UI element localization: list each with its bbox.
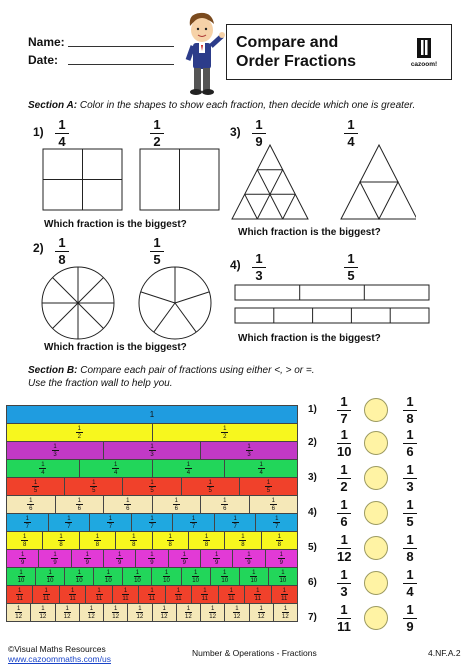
pair-fraction-b [403,498,417,529]
fraction-wall-cell [201,550,233,567]
numerator: 1 [406,427,414,442]
fraction-wall-row [6,585,298,603]
fraction-wall-row [6,567,298,585]
pair-fraction-b [403,395,417,426]
fraction-wall-label: 1 9 [150,551,154,566]
fraction-wall-cell [6,460,80,477]
denominator: 4 [347,134,355,149]
fraction-wall-label: 1 4 [113,461,118,476]
fraction-wall-cell [104,496,153,513]
pair-number: 6) [308,577,317,588]
denominator: 7 [340,411,348,426]
footer-topic: Number & Operations - Fractions [192,648,317,658]
fraction-wall-label: 1 4 [186,461,191,476]
numerator: 1 [58,235,66,250]
q3-number: 3) [230,125,241,139]
denominator: 2 [153,134,161,149]
fraction-wall-label: 1 10 [46,569,54,584]
fraction-wall-cell [6,406,298,423]
cartoon-boy-illustration [178,10,226,100]
fraction-wall-cell [128,604,152,621]
numerator: 1 [406,532,414,547]
fraction-wall-label: 1 9 [182,551,186,566]
q2-shapes[interactable] [40,265,220,341]
fraction-wall-cell [6,532,43,549]
fraction-wall-cell [6,442,104,459]
fraction-wall-label: 1 11 [95,587,103,602]
denominator: 9 [406,619,414,634]
section-b-instruction [28,364,315,390]
fraction-wall-cell [80,604,104,621]
fraction-wall-label: 1 10 [279,569,287,584]
fraction-wall-label: 1 11 [122,587,129,602]
denominator: 5 [406,514,414,529]
fraction-wall-label: 1 5 [266,479,271,494]
fraction-wall-label: 1 4 [41,461,45,476]
fraction-wall-label: 1 12 [112,605,119,620]
fraction-wall-label: 1 10 [104,569,112,584]
fraction-wall-cell [113,586,139,603]
pair-fraction-a [337,603,351,634]
footer-url[interactable]: www.cazoommaths.com/us [8,654,111,664]
fraction-wall-cell [39,550,71,567]
fraction-wall-label: 1 9 [214,551,219,566]
answer-circle[interactable] [364,398,388,422]
fraction-wall-label: 1 12 [39,605,47,620]
fraction-wall-cell [215,514,257,531]
fraction-wall-label: 1 11 [69,587,76,602]
fraction-wall-label: 1 [149,409,155,419]
date-label: Date: [28,53,59,67]
title-line-1: Compare and [236,34,339,51]
fraction-wall-label: 1 3 [150,443,154,458]
section-b-text-1: Compare each pair of fractions using either <, > or =. [80,365,315,376]
numerator: 1 [347,117,355,132]
numerator: 1 [255,117,263,132]
fraction-wall-label: 1 9 [20,551,25,566]
denominator: 9 [255,134,263,149]
fraction-wall-label: 1 12 [209,605,216,620]
q2-number: 2) [33,241,44,255]
answer-circle[interactable] [364,431,388,455]
fraction-wall-cell [201,604,225,621]
name-line[interactable] [68,46,174,47]
fraction-wall-cell [225,532,261,549]
q1-question: Which fraction is the biggest? [44,219,187,230]
fraction-wall-label: 1 6 [77,497,81,512]
fraction-wall-cell [189,532,225,549]
fraction-wall-label: 1 8 [241,533,245,548]
fraction-wall-cell [153,604,177,621]
q1-shapes[interactable] [42,148,222,212]
fraction-wall-cell [201,442,298,459]
fraction-wall-cell [219,586,245,603]
numerator: 1 [340,462,348,477]
pair-fraction-a [337,568,351,599]
fraction-wall-label: 1 5 [92,479,96,494]
fraction-wall-cell [56,604,80,621]
fraction-wall-row [6,405,298,423]
pair-number: 4) [308,507,317,518]
numerator: 1 [340,567,348,582]
fraction-wall-cell [272,586,298,603]
fraction-wall-cell [136,550,168,567]
numerator: 1 [406,462,414,477]
fraction-wall-label: 1 12 [257,605,265,620]
fraction-wall-label: 1 12 [88,605,95,620]
fraction-wall-label: 1 9 [117,551,122,566]
fraction-wall-cell [6,550,39,567]
fraction-wall-label: 1 3 [247,443,251,458]
fraction-wall-cell [173,514,215,531]
pair-fraction-b [403,463,417,494]
q2-question: Which fraction is the biggest? [44,342,187,353]
fraction-wall-label: 1 10 [17,569,25,584]
fraction-wall-cell [43,532,79,549]
thirds-bar [235,285,429,300]
fraction-wall-label: 1 11 [175,587,182,602]
fraction-wall-cell [104,604,128,621]
name-label: Name: [28,35,65,49]
fraction-wall-cell [225,604,249,621]
numerator: 1 [153,235,161,250]
fraction-wall-cell [245,586,271,603]
fraction-wall-label: 1 12 [63,605,71,620]
fraction-wall-cell [80,460,153,477]
pair-fraction-a [337,463,351,494]
fraction-wall-label: 1 8 [132,533,136,548]
denominator: 8 [406,549,414,564]
fraction-wall-cell [94,568,123,585]
eighths-circle [42,267,114,339]
pair-fraction-b [403,428,417,459]
fraction-wall-cell [250,604,274,621]
fraction-wall-cell [169,550,201,567]
numerator: 1 [340,394,348,409]
fraction-wall-cell [104,442,201,459]
fraction-wall-cell [72,550,104,567]
fraction-wall-label: 1 12 [160,605,168,620]
fraction-wall-bottom-edge [6,621,298,622]
numerator: 1 [406,567,414,582]
fraction-wall-cell [240,568,269,585]
pair-number: 3) [308,472,317,483]
fraction-wall-cell [6,604,31,621]
fraction-wall-row [6,459,298,477]
fraction-wall-cell [56,496,105,513]
fraction-wall-label: 1 8 [23,533,27,548]
fraction-wall-cell [266,550,298,567]
q3-shapes[interactable] [230,143,416,221]
fraction-wall-label: 1 12 [15,605,22,620]
fraction-wall-cell [166,586,192,603]
fraction-wall-label: 1 7 [233,515,237,530]
numerator: 1 [255,251,263,266]
fraction-wall-label: 1 8 [277,533,281,548]
fraction-wall-cell [65,478,123,495]
fraction-wall-cell [86,586,112,603]
q2-fraction-a [55,236,69,267]
fraction-wall-cell [153,532,189,549]
fraction-wall-label: 1 5 [150,479,154,494]
fraction-wall-label: 1 9 [247,551,251,566]
fraction-wall-label: 1 11 [201,587,208,602]
fraction-wall-label: 1 12 [136,605,144,620]
pair-fraction-a [337,533,351,564]
numerator: 1 [58,117,66,132]
fraction-wall-cell [153,496,202,513]
denominator: 3 [406,479,414,494]
q4-shapes[interactable] [234,284,432,326]
fraction-wall-cell [6,478,65,495]
fraction-wall-label: 1 5 [33,479,38,494]
q1-fraction-b [150,118,164,149]
pair-number: 5) [308,542,317,553]
q1-fraction-a [55,118,69,149]
denominator: 12 [337,549,352,564]
section-a-text: Color in the shapes to show each fraction, then decide which one is greater. [79,100,416,111]
date-line[interactable] [68,64,174,65]
fraction-wall-cell [269,568,298,585]
denominator: 4 [406,584,414,599]
numerator: 1 [406,497,414,512]
logo-text: cazoom! [410,61,438,68]
fraction-wall-cell [6,496,56,513]
numerator: 1 [347,251,355,266]
q4-fraction-a [252,252,266,283]
fraction-wall-cell [153,460,226,477]
numerator: 1 [340,497,348,512]
fraction-wall-label: 1 2 [77,425,81,440]
cazoom-logo [404,36,444,72]
fraction-wall-label: 1 2 [223,425,227,440]
fraction-wall-label: 1 11 [228,587,235,602]
denominator: 6 [406,444,414,459]
fraction-wall-label: 1 10 [134,569,141,584]
fraction-wall-label: 1 11 [16,587,23,602]
denominator: 6 [340,514,348,529]
fraction-wall-cell [90,514,132,531]
fraction-wall-label: 1 10 [192,569,199,584]
fraction-wall-label: 1 8 [168,533,172,548]
fraction-wall-label: 1 10 [221,569,229,584]
pair-number: 1) [308,404,317,415]
fraction-wall-cell [182,478,240,495]
fraction-wall-cell [31,604,55,621]
pair-fraction-a [337,498,351,529]
fraction-wall-label: 1 10 [75,569,83,584]
answer-circle[interactable] [364,466,388,490]
denominator: 4 [58,134,66,149]
fifths-circle [139,267,211,339]
pair-number: 2) [308,437,317,448]
fraction-wall-cell [192,586,218,603]
fraction-wall-cell [201,496,250,513]
fraction-wall-cell [6,586,33,603]
ninths-triangle [232,145,308,219]
fraction-wall-label: 1 6 [174,497,178,512]
q4-question: Which fraction is the biggest? [238,333,381,344]
fraction-wall-cell [65,568,94,585]
fraction-wall-row [6,423,298,441]
denominator: 2 [340,479,348,494]
pair-number: 7) [308,612,317,623]
section-b-label: Section B: [28,365,78,376]
fraction-wall-cell [139,586,165,603]
footer-code: 4.NF.A.2 [428,648,461,658]
denominator: 8 [406,411,414,426]
q3-question: Which fraction is the biggest? [238,227,381,238]
numerator: 1 [340,427,348,442]
fraction-wall-label: 1 7 [150,515,154,530]
pair-fraction-a [337,395,351,426]
fraction-wall-cell [36,568,65,585]
q1-number: 1) [33,125,44,139]
fraction-wall-label: 1 11 [43,587,50,602]
fraction-wall-label: 1 6 [271,497,275,512]
q4-number: 4) [230,258,241,272]
fraction-wall-cell [225,460,298,477]
fraction-wall-label: 1 8 [204,533,209,548]
fraction-wall-cell [116,532,152,549]
fraction-wall-label: 1 12 [185,605,192,620]
title-line-2: Order Fractions [236,53,357,70]
fraction-wall-label: 1 6 [223,497,227,512]
numerator: 1 [153,117,161,132]
q4-fraction-b [344,252,358,283]
pair-fraction-a [337,428,351,459]
pair-fraction-b [403,533,417,564]
fraction-wall-cell [240,478,298,495]
fraction-wall-label: 1 7 [108,515,113,530]
fraction-wall-cell [104,550,136,567]
fraction-wall-cell [262,532,298,549]
fraction-wall-label: 1 10 [250,569,258,584]
answer-circle[interactable] [364,571,388,595]
fraction-wall-cell [274,604,298,621]
fraction-wall-row [6,549,298,567]
fraction-wall-cell [182,568,211,585]
denominator: 5 [153,252,161,267]
fraction-wall-cell [152,568,181,585]
fraction-wall-cell [123,478,181,495]
fraction-wall-label: 1 6 [29,497,33,512]
section-a-instruction [28,100,415,111]
fraction-wall-label: 1 12 [282,605,289,620]
fraction-wall-label: 1 7 [275,515,279,530]
denominator: 10 [337,444,352,459]
fraction-wall-cell [6,568,36,585]
fraction-wall-row [6,531,298,549]
cazoom-logo-icon [404,36,444,62]
fraction-wall-label: 1 6 [126,497,130,512]
fraction-wall-row [6,495,298,513]
fraction-wall-label: 1 12 [233,605,241,620]
fraction-wall-cell [177,604,201,621]
answer-circle[interactable] [364,536,388,560]
fraction-wall-cell [60,586,86,603]
fraction-wall-label: 1 7 [191,515,196,530]
fraction-wall-row [6,603,298,621]
fraction-wall-cell [211,568,240,585]
fraction-wall-cell [132,514,174,531]
fraction-wall-cell [49,514,91,531]
section-a-label: Section A: [28,100,78,111]
fraction-wall-row [6,477,298,495]
fraction-wall-label: 1 9 [85,551,89,566]
fraction-wall-cell [33,586,59,603]
pair-fraction-b [403,603,417,634]
fraction-wall-cell [250,496,299,513]
denominator: 3 [340,584,348,599]
fraction-wall-cell [6,514,49,531]
fraction-wall-label: 1 8 [95,533,100,548]
fraction-wall-label: 1 7 [67,515,71,530]
footer-copyright: ©Visual Maths Resources [8,644,106,654]
numerator: 1 [340,532,348,547]
fraction-wall-label: 1 3 [53,443,57,458]
fraction-wall-label: 1 9 [53,551,57,566]
section-b-text-2: Use the fraction wall to help you. [28,378,173,389]
denominator: 3 [255,268,263,283]
q2-fraction-b [150,236,164,267]
answer-circle[interactable] [364,501,388,525]
fraction-wall-row [6,513,298,531]
fraction-wall-cell [6,424,153,441]
fraction-wall-label: 1 11 [281,587,288,602]
worksheet-title [236,33,356,71]
numerator: 1 [406,602,414,617]
numerator: 1 [406,394,414,409]
fraction-wall-label: 1 9 [279,551,283,566]
fraction-wall-cell [123,568,152,585]
numerator: 1 [340,602,348,617]
denominator: 5 [347,268,355,283]
fraction-wall-label: 1 10 [163,569,170,584]
fraction-wall-cell [256,514,298,531]
denominator: 11 [337,619,351,634]
fraction-wall-label: 1 5 [208,479,212,494]
fraction-wall-label: 1 11 [254,587,261,602]
fraction-wall-cell [80,532,116,549]
answer-circle[interactable] [364,606,388,630]
fraction-wall-label: 1 7 [25,515,29,530]
quarters-triangle [341,145,416,219]
denominator: 8 [58,252,66,267]
fraction-wall-label: 1 11 [148,587,156,602]
fifths-bar [235,308,429,323]
fraction-wall-label: 1 8 [59,533,63,548]
fraction-wall-cell [233,550,265,567]
pair-fraction-b [403,568,417,599]
fraction-wall-label: 1 4 [259,461,263,476]
fraction-wall-row [6,441,298,459]
fraction-wall-cell [153,424,299,441]
